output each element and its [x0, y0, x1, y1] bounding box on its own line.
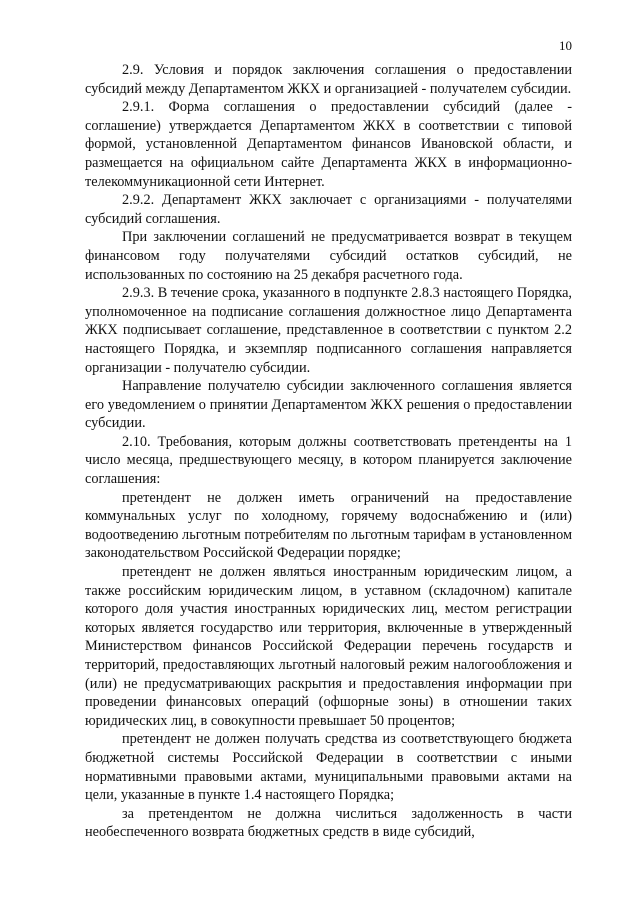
paragraph-no-refund: При заключении соглашений не предусматривается возврат в текущем финансовом году получателями субсидий остатков субсидий, не использованных по состоянию на 25 декабря расчетного года.	[85, 229, 572, 283]
paragraph-notification: Направление получателю субсидии заключенного соглашения является его уведомлением о принятии Департаментом ЖКХ решения о предоставлении субсидии.	[85, 378, 572, 432]
requirement-not-foreign: претендент не должен являться иностранным юридическим лицом, а также российским юридическим лицом, в уставном (складочном) капитале которого доля участия иностранных юридических лиц, местом регистрации которых является государство или территория, включенные в утвержденный Министерством финансов Российской Федерации перечень государств и территорий, предоставляющих льготный налоговый режим налогообложения и (или) не предусматривающих раскрытия и предоставления информации при проведении финансовых операций (офшорные зоны) в отношении таких юридических лиц, в совокупности превышает 50 процентов;	[85, 564, 572, 729]
requirement-no-other-funds: претендент не должен получать средства из соответствующего бюджета бюджетной системы Российской Федерации в соответствии с иными нормативными правовыми актами, муниципальными правовыми актами на цели, указанные в пункте 1.4 настоящего Порядка;	[85, 731, 572, 804]
document-body	[85, 61, 572, 842]
requirement-no-restrictions: претендент не должен иметь ограничений на предоставление коммунальных услуг по холодному, горячему водоснабжению и (или) водоотведению льготным потребителям по льготным тарифам в установленном законодательством Российской Федерации порядке;	[85, 489, 572, 562]
paragraph-2-9-2: 2.9.2. Департамент ЖКХ заключает с организациями - получателями субсидий соглашения.	[85, 192, 572, 227]
paragraph-2-9-1: 2.9.1. Форма соглашения о предоставлении субсидий (далее - соглашение) утверждается Департаментом ЖКХ в соответствии с типовой формой, установленной Департаментом финансов Ивановской области, и размещается на официальном сайте Департамента ЖКХ в информационно-телекоммуникационной сети Интернет.	[85, 99, 572, 190]
paragraph-2-9-3: 2.9.3. В течение срока, указанного в подпункте 2.8.3 настоящего Порядка, уполномоченное на подписание соглашения должностное лицо Департамента ЖКХ подписывает соглашение, представленное в соответствии с пунктом 2.2 настоящего Порядка, и экземпляр подписанного соглашения направляется организации - получателю субсидии.	[85, 285, 572, 376]
paragraph-2-10: 2.10. Требования, которым должны соответствовать претенденты на 1 число месяца, предшествующего месяцу, в котором планируется заключение соглашения:	[85, 433, 572, 488]
requirement-no-debt: за претендентом не должна числиться задолженность в части необеспеченного возврата бюджетных средств в виде субсидий,	[85, 805, 572, 841]
page-number: 10	[559, 38, 572, 53]
paragraph-2-9: 2.9. Условия и порядок заключения соглашения о предоставлении субсидий между Департаментом ЖКХ и организацией - получателем субсидии.	[85, 62, 572, 97]
